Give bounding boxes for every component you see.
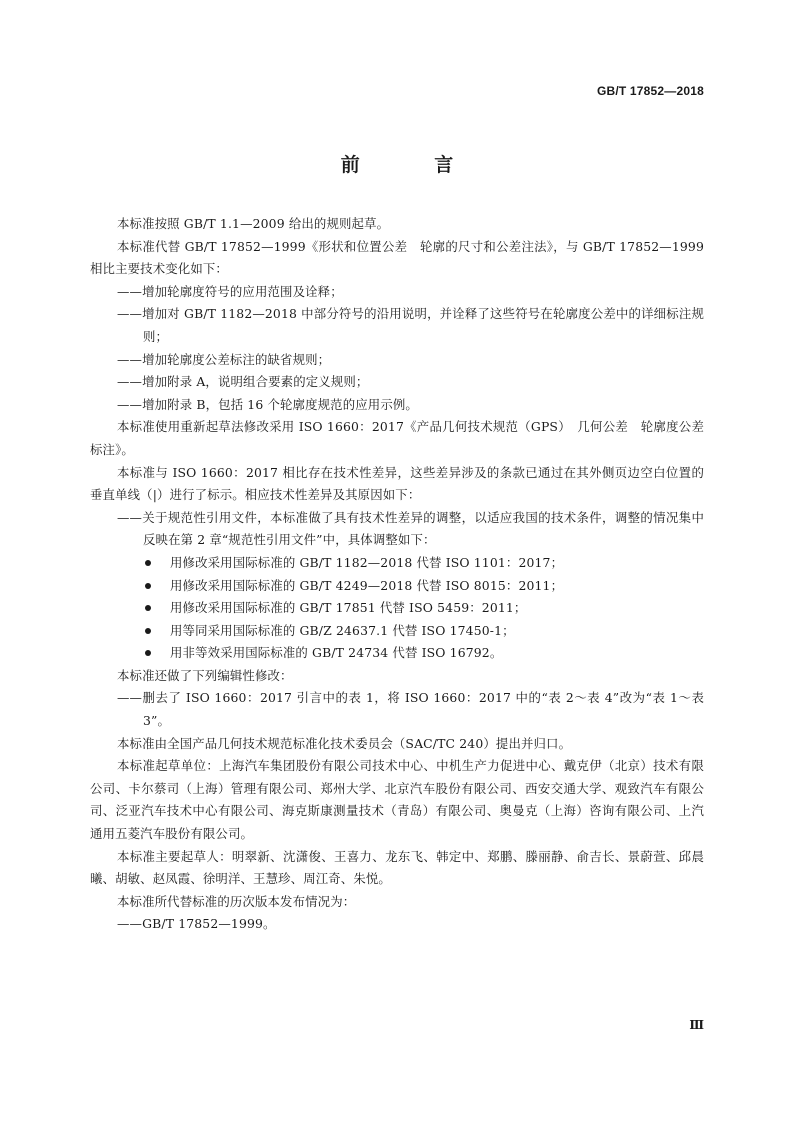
page-number: Ⅲ bbox=[689, 1018, 704, 1032]
paragraph: 本标准与 ISO 1660：2017 相比存在技术性差异，这些差异涉及的条款已通过在其外侧页边空白位置的垂直单线（|）进行了标示。相应技术性差异及其原因如下： bbox=[90, 464, 704, 503]
dash-item: ——增加轮廓度公差标注的缺省规则； bbox=[117, 351, 331, 367]
bullet-item bbox=[90, 597, 704, 620]
paragraph: 本标准所代替标准的历次版本发布情况为： bbox=[117, 893, 356, 909]
paragraph: 本标准还做了下列编辑性修改： bbox=[117, 667, 293, 683]
bullet-item bbox=[90, 552, 704, 575]
bullet-text: 用修改采用国际标准的 GB/T 4249—2018 代替 ISO 8015：2011； bbox=[170, 577, 564, 593]
bullet-item bbox=[90, 642, 704, 665]
bullet-dot-icon bbox=[145, 560, 151, 566]
dash-item: ——增加轮廓度符号的应用范围及诠释； bbox=[117, 283, 343, 299]
dash-item: ——增加附录 A，说明组合要素的定义规则； bbox=[117, 374, 369, 390]
dash-item: ——关于规范性引用文件，本标准做了具有技术性差异的调整，以适应我国的技术条件，调整的情况集中反映在第 2 章“规范性引用文件”中，具体调整如下： bbox=[117, 509, 704, 548]
bullet-text: 用修改采用国际标准的 GB/T 1182—2018 代替 ISO 1101：2017； bbox=[170, 554, 564, 570]
dash-item: ——增加附录 B，包括 16 个轮廓度规范的应用示例。 bbox=[117, 396, 418, 412]
paragraph: 本标准起草单位：上海汽车集团股份有限公司技术中心、中机生产力促进中心、戴克伊（北京）技术有限公司、卡尔蔡司（上海）管理有限公司、郑州大学、北京汽车股份有限公司、西安交通大学、观致汽车有限公司、泛亚汽车技术中心有限公司、海克斯康测量技术（青岛）有限公司、奥曼克（上海）咨询有限公司、上汽通用五菱汽车股份有限公司。 bbox=[90, 758, 704, 842]
paragraph: 本标准按照 GB/T 1.1—2009 给出的规则起草。 bbox=[117, 216, 390, 231]
bullet-dot-icon bbox=[145, 583, 151, 589]
foreword-body bbox=[90, 213, 704, 936]
dash-item: ——删去了 ISO 1660：2017 引言中的表 1，将 ISO 1660：2017 中的“表 2～表 4”改为“表 1～表 3”。 bbox=[117, 690, 704, 729]
standard-code: GB/T 17852—2018 bbox=[596, 84, 704, 98]
dash-item: ——增加对 GB/T 1182—2018 中部分符号的沿用说明，并诠释了这些符号在轮廓度公差中的详细标注规则； bbox=[117, 306, 704, 344]
paragraph: 本标准使用重新起草法修改采用 ISO 1660：2017《产品几何技术规范（GPS） 几何公差 轮廓度公差标注》。 bbox=[90, 419, 704, 457]
page-title: 前 言 bbox=[340, 154, 488, 176]
bullet-dot-icon bbox=[145, 628, 151, 634]
bullet-text: 用修改采用国际标准的 GB/T 17851 代替 ISO 5459：2011； bbox=[170, 600, 527, 616]
bullet-dot-icon bbox=[145, 650, 151, 656]
bullet-item bbox=[90, 575, 704, 598]
bullet-dot-icon bbox=[145, 605, 151, 611]
bullet-text: 用等同采用国际标准的 GB/Z 24637.1 代替 ISO 17450-1； bbox=[170, 622, 515, 638]
dash-item: ——GB/T 17852—1999。 bbox=[117, 916, 276, 932]
paragraph: 本标准主要起草人：明翠新、沈潇俊、王喜力、龙东飞、韩定中、郑鹏、滕丽静、俞吉长、景蔚萱、邱晨曦、胡敏、赵凤霞、徐明洋、王慧珍、周江奇、朱悦。 bbox=[90, 848, 704, 887]
paragraph: 本标准由全国产品几何技术规范标准化技术委员会（SAC/TC 240）提出并归口。 bbox=[117, 735, 572, 751]
paragraph: 本标准代替 GB/T 17852—1999《形状和位置公差 轮廓的尺寸和公差注法》，与 GB/T 17852—1999 相比主要技术变化如下： bbox=[90, 238, 704, 277]
bullet-item bbox=[90, 620, 704, 643]
bullet-text: 用非等效采用国际标准的 GB/T 24734 代替 ISO 16792。 bbox=[170, 645, 503, 661]
